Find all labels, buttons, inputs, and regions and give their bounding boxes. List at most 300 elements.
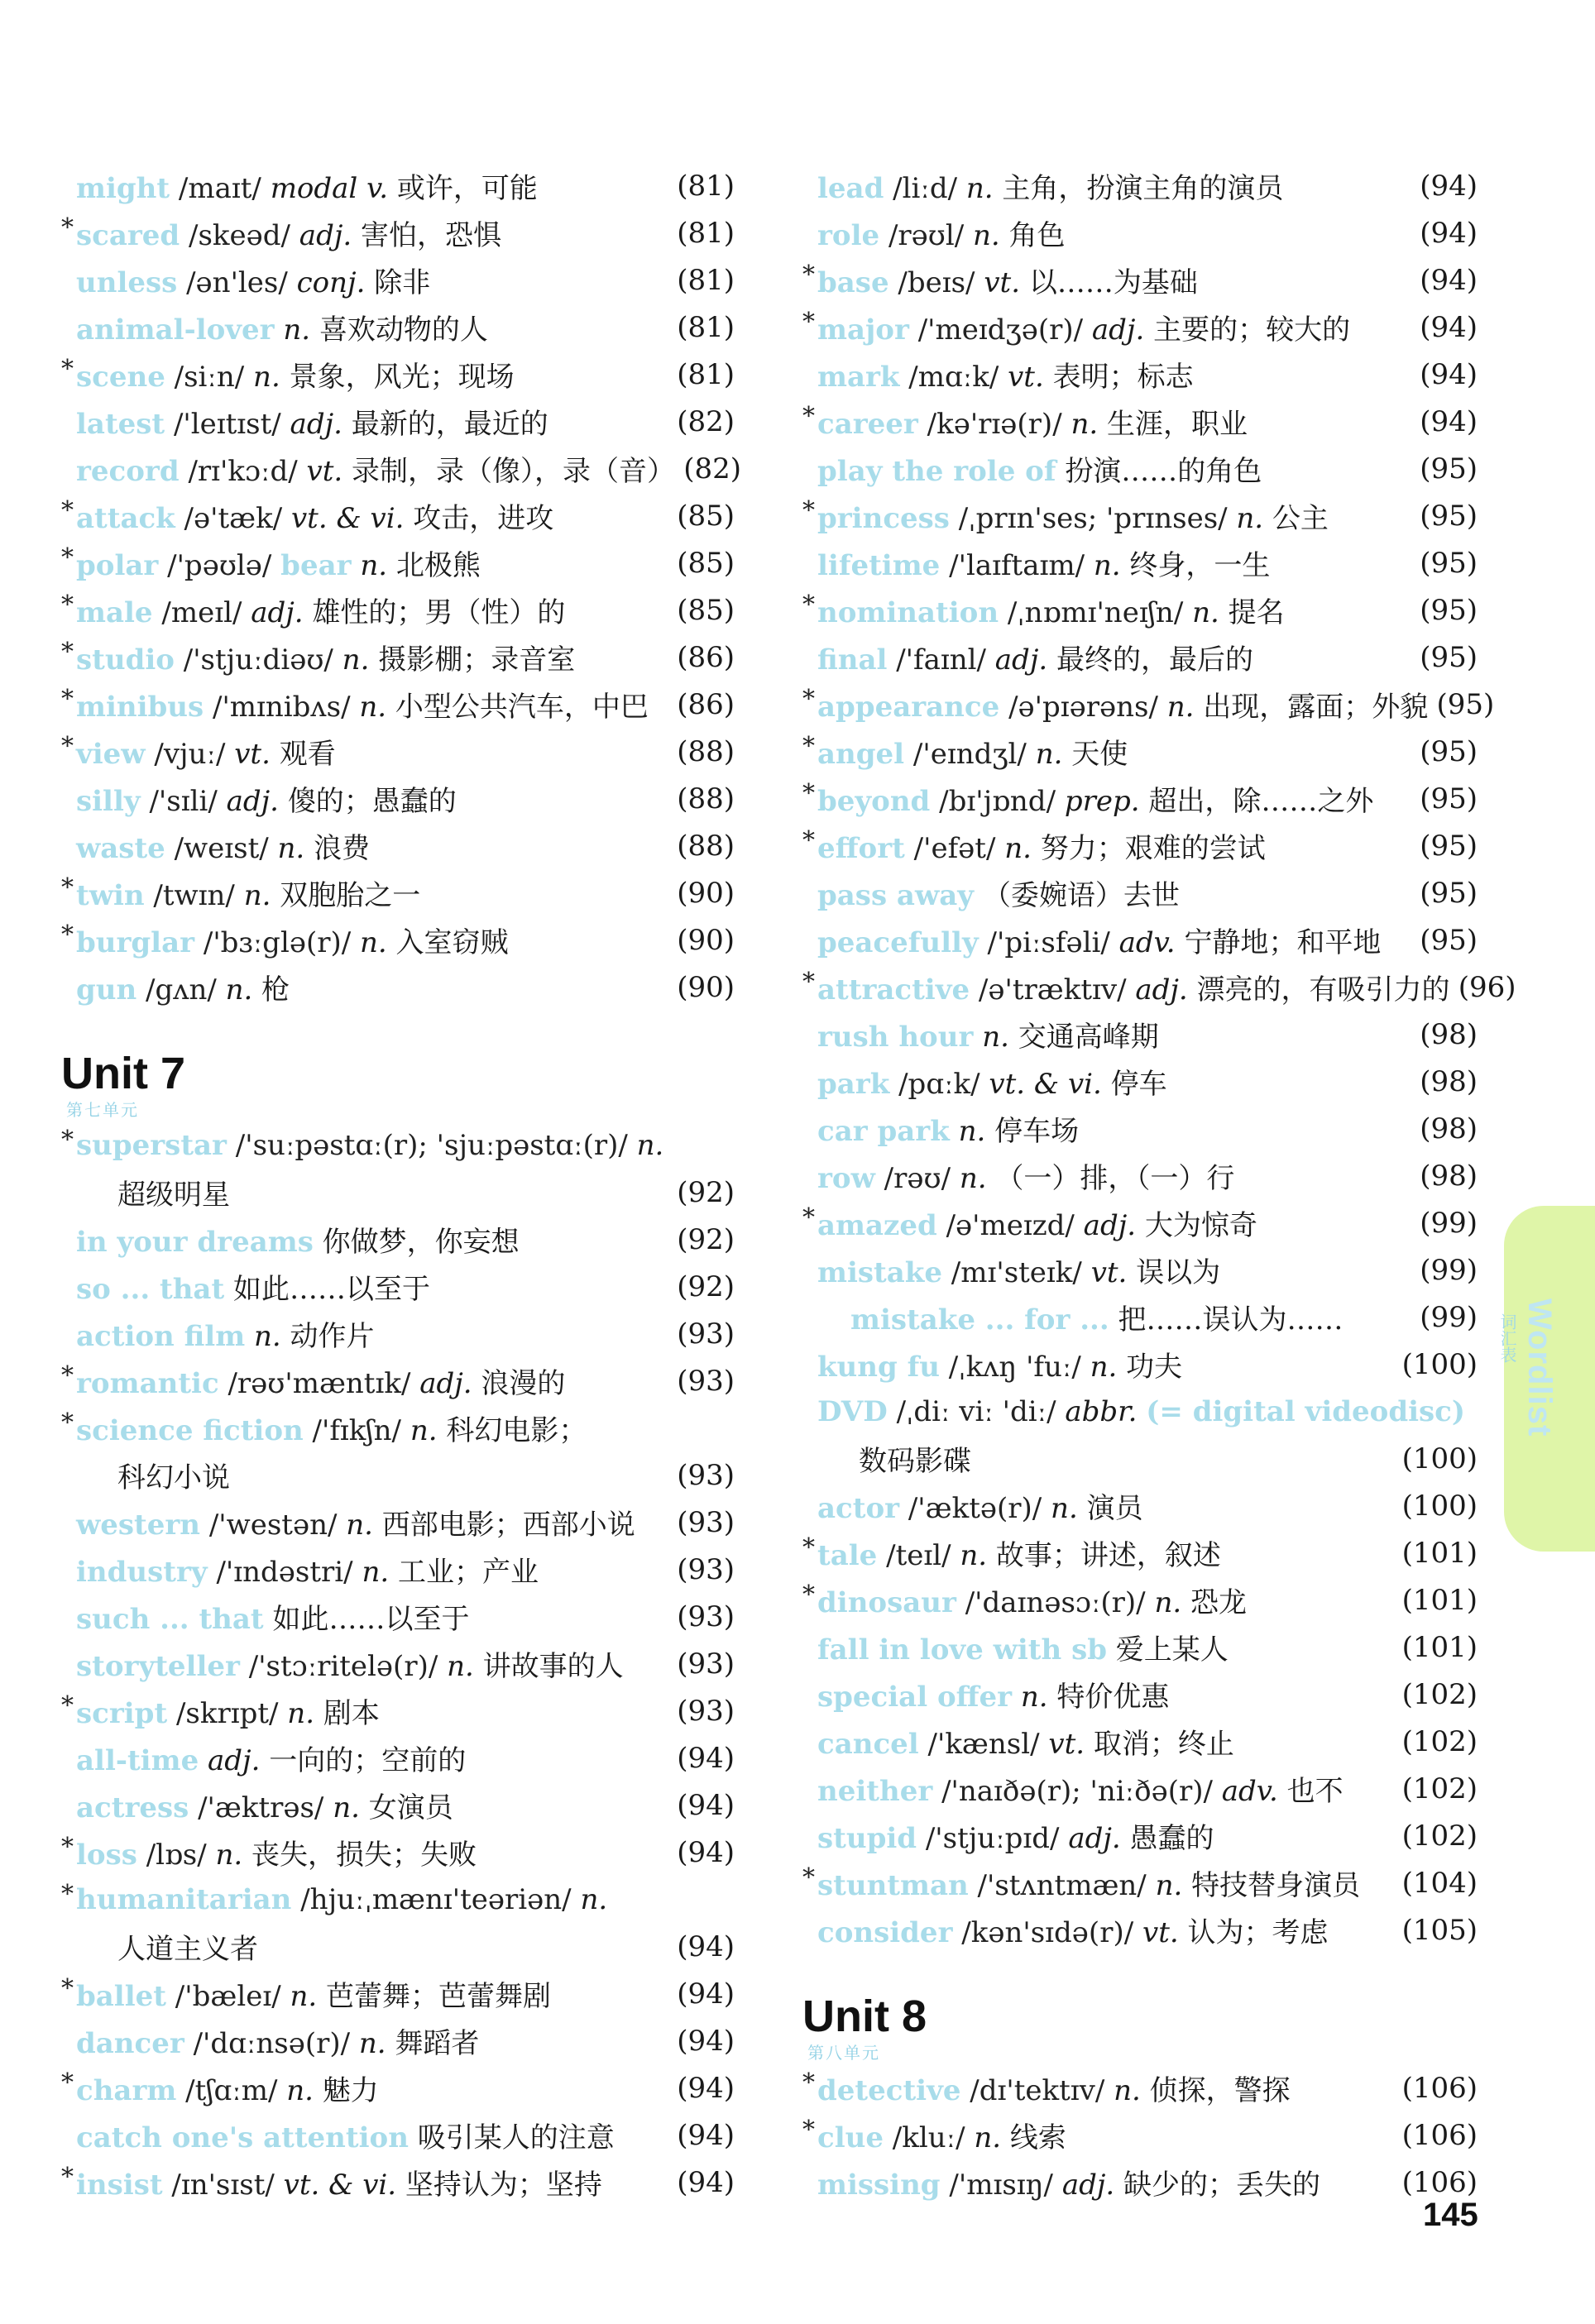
headword: attack — [76, 502, 175, 535]
part-of-speech: prep. — [1064, 785, 1140, 818]
headword: consider — [817, 1916, 953, 1949]
sub-headword: mistake ... for ... — [850, 1303, 1109, 1337]
phonetic: /'piːsfəli/ — [987, 926, 1110, 959]
chinese-meaning: 把……误认为…… — [1118, 1303, 1344, 1337]
headword: lead — [817, 172, 884, 205]
chinese-meaning: 线索 — [1009, 2121, 1066, 2154]
page-ref: (90) — [677, 876, 735, 910]
part-of-speech: n. — [447, 1650, 474, 1683]
entry-text — [817, 967, 1450, 1007]
entry-text — [817, 495, 1411, 536]
word-entry — [802, 1058, 1478, 1105]
phonetic: /ə'træktɪv/ — [978, 973, 1127, 1007]
chinese-meaning: 误以为 — [1136, 1256, 1221, 1289]
word-entry — [802, 445, 1478, 492]
part-of-speech: adj. — [208, 1744, 261, 1777]
part-of-speech: n. — [283, 313, 311, 347]
asterisk-mark: * — [61, 1974, 74, 2003]
headword: angel — [817, 738, 905, 771]
page-ref: (81) — [677, 263, 735, 297]
page-ref: (95) — [1420, 640, 1478, 674]
phonetic: /pɑːk/ — [898, 1068, 980, 1101]
phonetic: /ˌkʌŋ 'fuː/ — [948, 1351, 1081, 1384]
headword: male — [76, 596, 153, 629]
word-entry — [61, 916, 735, 964]
phonetic: /'mɪnibʌs/ — [212, 691, 351, 724]
part-of-speech: adj. — [1083, 1209, 1137, 1242]
word-entry — [802, 822, 1478, 869]
asterisk-mark: * — [61, 638, 74, 667]
phonetic: /'leɪtɪst/ — [173, 408, 281, 441]
word-entry — [802, 964, 1516, 1011]
entry-text — [817, 1203, 1411, 1243]
word-entry — [61, 822, 735, 869]
part-of-speech: adj. — [1061, 2169, 1115, 2202]
asterisk-mark: * — [61, 1691, 74, 1720]
page-ref: (93) — [677, 1647, 735, 1681]
entry-text — [817, 1061, 1411, 1102]
entry-text — [76, 401, 668, 442]
word-entry — [61, 964, 735, 1011]
entry-text — [817, 1108, 1411, 1149]
part-of-speech: adj. — [299, 219, 352, 252]
entry-text — [76, 1883, 668, 1916]
headword: stuntman — [817, 1869, 969, 1902]
word-entry — [802, 2064, 1478, 2111]
chinese-meaning: 取消；终止 — [1093, 1728, 1234, 1761]
headword: view — [76, 738, 146, 771]
entry-text — [76, 1832, 668, 1872]
phonetic: /teɪl/ — [886, 1539, 951, 1572]
part-of-speech: n. — [360, 926, 387, 959]
part-of-speech: adj. — [290, 408, 342, 441]
page-ref: (99) — [1420, 1300, 1478, 1334]
chinese-meaning: 喜欢动物的人 — [319, 313, 488, 347]
page-ref: (86) — [677, 687, 735, 721]
page-ref: (100) — [1401, 1442, 1478, 1475]
entry-text — [850, 1297, 1411, 1337]
page-ref: (95) — [1436, 687, 1495, 721]
page-ref: (85) — [677, 499, 735, 533]
phonetic: /kən'sɪdə(r)/ — [961, 1916, 1134, 1949]
chinese-meaning: 舞蹈者 — [395, 2027, 480, 2060]
part-of-speech: adj. — [251, 596, 304, 629]
page-ref: (94) — [677, 1977, 735, 2011]
asterisk-mark: * — [802, 591, 815, 619]
entry-text — [817, 1674, 1402, 1714]
headword: base — [817, 266, 889, 299]
headword: unless — [76, 266, 178, 299]
entry-text — [817, 1533, 1402, 1573]
chinese-meaning: 主要的；较大的 — [1153, 313, 1351, 347]
entry-text — [76, 1596, 668, 1637]
phonetic: /'bɜːglə(r)/ — [203, 926, 352, 959]
headword: neither — [817, 1775, 933, 1808]
entry-text — [76, 543, 668, 583]
word-entry — [61, 162, 735, 209]
page-ref: (94) — [677, 1835, 735, 1869]
asterisk-mark: * — [802, 402, 815, 431]
word-entry — [802, 1718, 1478, 1765]
part-of-speech: adj. — [1091, 313, 1145, 347]
entry-text — [76, 1549, 668, 1590]
part-of-speech: vt. — [306, 455, 343, 488]
headword: gun — [76, 973, 137, 1007]
page-ref: (93) — [677, 1694, 735, 1728]
page-ref: (95) — [1420, 593, 1478, 627]
word-entry — [802, 1576, 1478, 1623]
asterisk-mark: * — [802, 261, 815, 289]
page-ref: (92) — [677, 1175, 735, 1209]
entry-text — [817, 2068, 1402, 2108]
entry-text — [76, 590, 668, 630]
part-of-speech: n. — [974, 2121, 1002, 2154]
chinese-meaning: 宁静地；和平地 — [1184, 926, 1382, 959]
entry-text — [76, 354, 668, 395]
headword: humanitarian — [76, 1882, 292, 1916]
page-ref: (101) — [1401, 1536, 1478, 1570]
page-ref: (94) — [1420, 216, 1478, 250]
entry-text — [817, 354, 1411, 395]
headword: actress — [76, 1791, 189, 1824]
headword: dancer — [76, 2027, 184, 2060]
headword: car park — [817, 1115, 950, 1148]
word-entry — [802, 1859, 1478, 1906]
chinese-meaning: 一向的；空前的 — [269, 1744, 467, 1777]
part-of-speech: adj. — [226, 785, 279, 818]
phonetic: /rəʊ'mæntɪk/ — [228, 1367, 411, 1400]
headword: catch one's attention — [76, 2121, 409, 2154]
part-of-speech: vt. — [1142, 1916, 1179, 1949]
part-of-speech: n. — [959, 1162, 987, 1195]
part-of-speech: n. — [1154, 1586, 1182, 1619]
entry-text — [817, 825, 1411, 866]
phonetic: /'kænsl/ — [927, 1728, 1040, 1761]
headword: science fiction — [76, 1414, 304, 1447]
phonetic: /ˌdiː viː 'diː/ — [896, 1394, 1056, 1428]
part-of-speech: n. — [277, 832, 305, 865]
entry-text — [76, 825, 668, 866]
chinese-meaning: （一）排，（一）行 — [995, 1162, 1235, 1195]
entry-text — [817, 1768, 1402, 1809]
unit-heading — [802, 1992, 1478, 2064]
headword: scene — [76, 361, 165, 394]
page-ref: (81) — [677, 357, 735, 391]
chinese-meaning: 傻的；愚蠢的 — [287, 785, 457, 818]
word-entry — [61, 256, 735, 304]
part-of-speech: adj. — [1068, 1822, 1121, 1855]
chinese-meaning: 如此……以至于 — [232, 1273, 430, 1306]
chinese-meaning: 双胞胎之一 — [280, 879, 421, 912]
phonetic: /vjuː/ — [154, 738, 226, 771]
headword: minibus — [76, 691, 204, 724]
chinese-meaning: 摄影棚；录音室 — [378, 643, 576, 677]
word-entry — [61, 1829, 735, 1876]
entry-text — [76, 684, 668, 724]
chinese-meaning: 努力；艰难的尝试 — [1040, 832, 1266, 865]
page-ref: (106) — [1401, 2071, 1478, 2105]
word-entry — [802, 1105, 1478, 1152]
phonetic: /'efət/ — [913, 832, 996, 865]
entry-text — [76, 165, 668, 206]
word-entry — [802, 1623, 1478, 1671]
entry-text — [76, 1219, 668, 1260]
chinese-meaning: 主角，扮演主角的演员 — [1002, 172, 1284, 205]
page-ref: (95) — [1420, 876, 1478, 910]
entry-text — [76, 1502, 668, 1542]
entry-text — [117, 1926, 668, 1967]
word-entry — [61, 351, 735, 398]
entry-continuation — [61, 1169, 735, 1216]
chinese-meaning: 停车场 — [994, 1115, 1080, 1148]
word-entry — [61, 1121, 735, 1169]
part-of-speech: adj. — [1135, 973, 1188, 1007]
phonetic: /'dɑːnsə(r)/ — [193, 2027, 351, 2060]
headword: effort — [817, 832, 905, 865]
phonetic: /'suːpəstɑː(r); 'sjuːpəstɑː(r)/ — [235, 1128, 628, 1162]
asterisk-mark: * — [802, 1533, 815, 1562]
chinese-meaning: 景象，风光；现场 — [289, 361, 515, 394]
chinese-meaning: 女演员 — [368, 1791, 453, 1824]
part-of-speech: n. — [636, 1128, 664, 1162]
asterisk-mark: * — [61, 921, 74, 949]
chinese-meaning: 提名 — [1228, 596, 1285, 629]
headword: in your dreams — [76, 1226, 314, 1259]
entry-text — [817, 1627, 1402, 1667]
part-of-speech: vt. & vi. — [283, 2169, 397, 2202]
side-tab-label: Wordlist — [1521, 1298, 1558, 1437]
entry-text — [817, 1910, 1402, 1950]
word-entry — [802, 1199, 1478, 1246]
chinese-meaning: 超出，除……之外 — [1148, 785, 1374, 818]
chinese-meaning: 故事；讲述，叙述 — [995, 1539, 1221, 1572]
entry-continuation — [61, 1451, 735, 1499]
part-of-speech: n. — [1051, 1492, 1078, 1525]
page-ref: (88) — [677, 734, 735, 768]
word-entry — [802, 1341, 1478, 1388]
page-ref: (95) — [1420, 829, 1478, 863]
chinese-meaning: 西部电影；西部小说 — [381, 1509, 635, 1542]
word-entry — [61, 1781, 735, 1829]
chinese-meaning: 雄性的；男（性）的 — [312, 596, 566, 629]
page-ref: (94) — [677, 2024, 735, 2058]
word-entry — [802, 916, 1478, 964]
word-entry — [61, 2064, 735, 2111]
page-ref: (95) — [1420, 923, 1478, 957]
part-of-speech: vt. & vi. — [989, 1068, 1102, 1101]
word-entry — [61, 1593, 735, 1640]
part-of-speech: vt. — [984, 266, 1021, 299]
part-of-speech: n. — [342, 643, 370, 677]
word-entry — [802, 1388, 1478, 1435]
word-entry — [61, 1876, 735, 1923]
entry-continuation — [61, 1923, 735, 1970]
headword: rush hour — [817, 1021, 974, 1054]
phonetic: /ˌnɒmɪ'neɪʃn/ — [1007, 596, 1184, 629]
chinese-meaning: 讲故事的人 — [482, 1650, 624, 1683]
page-ref: (99) — [1420, 1206, 1478, 1240]
chinese-meaning: 愚蠢的 — [1129, 1822, 1214, 1855]
phonetic: /'stjuːdiəʊ/ — [183, 643, 333, 677]
word-entry — [802, 162, 1478, 209]
word-entry — [802, 1812, 1478, 1859]
word-entry — [802, 681, 1495, 728]
entry-text — [76, 307, 668, 347]
headword: record — [76, 455, 180, 488]
asterisk-mark: * — [61, 213, 74, 242]
word-entry — [61, 2111, 735, 2159]
headword: peacefully — [817, 926, 979, 959]
part-of-speech: n. — [410, 1414, 438, 1447]
page-ref: (81) — [677, 169, 735, 203]
unit-title: Unit 7 — [61, 1049, 186, 1098]
page-ref: (93) — [677, 1552, 735, 1586]
page-ref: (82) — [677, 404, 735, 438]
entry-text — [76, 2162, 668, 2202]
page-ref: (90) — [677, 970, 735, 1004]
phonetic: /ˌprɪn'ses; 'prɪnses/ — [958, 502, 1228, 535]
headword: animal-lover — [76, 313, 275, 347]
headword: beyond — [817, 785, 931, 818]
page-ref: (94) — [677, 2165, 735, 2199]
part-of-speech: n. — [1236, 502, 1264, 535]
asterisk-mark: * — [61, 2163, 74, 2192]
asterisk-mark: * — [802, 826, 815, 855]
part-of-speech: adj. — [419, 1367, 472, 1400]
page-ref: (98) — [1420, 1064, 1478, 1098]
page-ref: (102) — [1401, 1772, 1478, 1805]
headword: play the role of — [817, 455, 1056, 488]
page-ref: (102) — [1401, 1819, 1478, 1853]
headword: special offer — [817, 1681, 1013, 1714]
entry-text — [76, 260, 668, 300]
chinese-meaning: 科幻小说 — [117, 1461, 230, 1494]
phonetic: /lɒs/ — [146, 1839, 207, 1872]
entry-text — [817, 873, 1411, 913]
chinese-meaning: 终身，一生 — [1129, 549, 1271, 582]
chinese-meaning: 认为；考虑 — [1187, 1916, 1329, 1949]
part-of-speech: n. — [360, 549, 388, 582]
entry-text — [117, 1172, 668, 1212]
phonetic: /'westən/ — [208, 1509, 338, 1542]
chinese-meaning: 扮演……的角色 — [1065, 455, 1262, 488]
page-ref: (94) — [677, 1788, 735, 1822]
chinese-meaning: 交通高峰期 — [1018, 1021, 1159, 1054]
chinese-meaning: 特价优惠 — [1056, 1681, 1170, 1714]
headword: loss — [76, 1839, 137, 1872]
headword: dinosaur — [817, 1586, 956, 1619]
part-of-speech: n. — [358, 2027, 386, 2060]
part-of-speech: n. — [1166, 691, 1195, 724]
part-of-speech: n. — [1035, 738, 1063, 771]
asterisk-mark: * — [61, 1833, 74, 1862]
headword: might — [76, 172, 170, 205]
headword: charm — [76, 2074, 177, 2107]
page-ref: (93) — [677, 1317, 735, 1351]
page-ref: (95) — [1420, 782, 1478, 815]
page-ref: (95) — [1420, 452, 1478, 485]
page-ref: (94) — [677, 1741, 735, 1775]
phonetic: /mɑːk/ — [908, 361, 999, 394]
entry-text — [817, 590, 1411, 630]
entry-text — [76, 1266, 668, 1307]
chinese-meaning: 出现，露面；外貌 — [1203, 691, 1429, 724]
phonetic: /twɪn/ — [153, 879, 235, 912]
page-ref: (99) — [1420, 1253, 1478, 1287]
headword: industry — [76, 1556, 208, 1589]
page-ref: (85) — [677, 593, 735, 627]
entry-text — [817, 1721, 1402, 1762]
part-of-speech: n. — [1004, 832, 1032, 865]
chinese-meaning: 录制，录（像），录（音） — [352, 455, 675, 488]
word-entry — [802, 869, 1478, 916]
page-ref: (86) — [677, 640, 735, 674]
word-entry — [61, 492, 735, 539]
part-of-speech: vt. — [1048, 1728, 1085, 1761]
chinese-meaning: 恐龙 — [1190, 1586, 1247, 1619]
entry-text — [817, 2162, 1402, 2202]
part-of-speech: n. — [253, 361, 280, 394]
headword: latest — [76, 408, 165, 441]
phonetic: /meɪl/ — [161, 596, 242, 629]
headword: stupid — [817, 1822, 917, 1855]
entry-text — [76, 731, 668, 772]
entry-text — [76, 1785, 668, 1825]
chinese-meaning: 丧失，损失；失败 — [251, 1839, 477, 1872]
phonetic: /'daɪnəsɔː(r)/ — [965, 1586, 1146, 1619]
side-tab-sublabel: 词汇表 — [1497, 1313, 1517, 1363]
entry-text — [817, 1250, 1411, 1290]
entry-text — [817, 1580, 1402, 1620]
page-ref: (96) — [1458, 970, 1516, 1004]
page-ref: (100) — [1401, 1489, 1478, 1523]
phonetic: /liːd/ — [893, 172, 958, 205]
chinese-meaning: 浪漫的 — [481, 1367, 566, 1400]
word-entry — [61, 1687, 735, 1734]
page-ref: (95) — [1420, 546, 1478, 580]
asterisk-mark: * — [61, 1408, 74, 1437]
word-entry — [61, 1499, 735, 1546]
part-of-speech: n. — [1093, 549, 1121, 582]
entry-text — [817, 2115, 1402, 2155]
word-entry — [802, 1246, 1478, 1294]
asterisk-mark: * — [802, 2068, 815, 2097]
entry-text — [817, 778, 1411, 819]
entry-text — [817, 1395, 1465, 1428]
entry-text — [817, 165, 1411, 206]
asterisk-mark: * — [802, 2116, 815, 2145]
chinese-meaning: 吸引某人的注意 — [417, 2121, 615, 2154]
headword: final — [817, 643, 888, 677]
phonetic: /mɪ'steɪk/ — [951, 1256, 1082, 1289]
asterisk-mark: * — [61, 1361, 74, 1390]
headword: pass away — [817, 879, 975, 912]
entry-text — [817, 637, 1411, 677]
headword: detective — [817, 2074, 961, 2107]
phonetic: /ə'meɪzd/ — [946, 1209, 1075, 1242]
chinese-meaning: 浪费 — [314, 832, 371, 865]
asterisk-mark: * — [61, 732, 74, 761]
part-of-speech: n. — [287, 1697, 315, 1730]
phonetic: /skeəd/ — [189, 219, 290, 252]
part-of-speech: vt. — [1008, 361, 1044, 394]
chinese-meaning: 枪 — [261, 973, 290, 1007]
unit-subtitle-cn: 第八单元 — [807, 2043, 880, 2063]
entry-text — [76, 1129, 668, 1162]
phonetic: /'bæleɪ/ — [175, 1980, 281, 2013]
phonetic: /'meɪdʒə(r)/ — [917, 313, 1084, 347]
headword: so ... that — [76, 1273, 225, 1306]
